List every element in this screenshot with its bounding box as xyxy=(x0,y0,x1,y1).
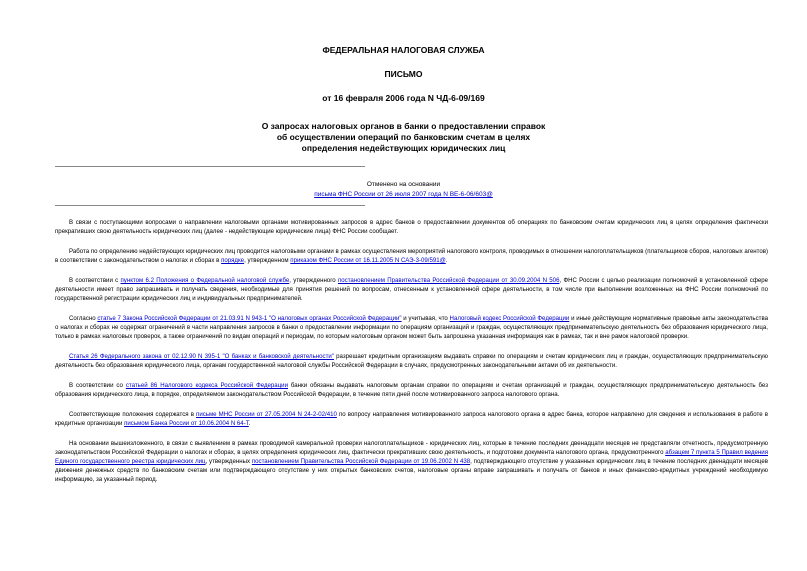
subject-line-2: об осуществлении операций по банковским счетам в целях xyxy=(276,132,531,142)
paragraph-6: В соответствии со статьей 86 Налогового кодекса Российской Федерации банки обязаны выдавать налоговым органам справки по операциям и счетам организаций и граждан, осуществляющих предпринимательскую деятельность без образования юридического лица, в порядке, определяемом законодательством Российской Федерации, в течение пяти дней после мотивированного запроса налогового органа. xyxy=(55,382,768,398)
paragraph-3: В соответствии с пунктом 6.2 Положения о Федеральной налоговой службе, утвержденного постановлением Правительства Российской Федерации от 30.09.2004 N 506, ФНС России с целью реализации полномочий в установленной сфере деятельности имеет право запрашивать и получать сведения, необходимые для принятия решений по вопросам, отнесенным к установленной сфере деятельности, в том числе при выполнении возложенных на ФНС России полномочий по государственной регистрации юридических лиц и индивидуальных предпринимателей. xyxy=(55,277,769,302)
letter-body xyxy=(55,218,768,495)
repeal-note: Отменено на основании xyxy=(366,181,441,188)
link-poryadok[interactable]: порядке xyxy=(221,257,245,264)
subject-line-1: О запросах налоговых органов в банки о предоставлении справок xyxy=(261,121,546,131)
repeal-note-line xyxy=(0,190,807,199)
link-pravila-egrul[interactable]: абзацем 7 пункта 5 Правил ведения Единого государственного реестра юридических лиц xyxy=(55,449,769,465)
link-statya-86[interactable]: статьей 86 Налогового кодекса Российской Федерации xyxy=(125,382,288,389)
paragraph-1: В связи с поступающими вопросами о направлении налоговыми органами мотивированных запросов в адрес банков о предоставлении документов об операциях по банковским счетам юридических лиц в целях определения фактически прекративших свою деятельность юридических лиц (далее - недействующие юридические лица) ФНС России сообщает. xyxy=(55,219,768,235)
paragraph-8: На основании вышеизложенного, в связи с выявлением в рамках проводимой камеральной проверки налогоплательщиков - юридических лиц, которые в течение последних двенадцати месяцев не представляли отчетность, предусмотренную законодательством Российской Федерации о налогах и сборах, в целях определения юридических лиц, фактически прекративших свою деятельность, и подготовки документа налогового органа, предусмотренного абзацем 7 пункта 5 Правил ведения Единого государственного реестра юридических лиц, утвержденных постановлением Правительства Российской Федерации от 19.06.2002 N 438, подтверждающего отсутствие у указанных юридических лиц в течение последних двенадцати месяцев движения денежных средств по банковским счетам или подтверждающего отсутствие у них открытых банковских счетов, налоговые органы вправе запрашивать и получать от банков и иных финансово-кредитных учреждений необходимую информацию, за указанный период. xyxy=(55,440,769,483)
divider-bottom xyxy=(55,205,365,206)
paragraph-5: Статья 26 Федерального закона от 02.12.90 N 395-1 "О банках и банковской деятельности" разрешает кредитным организациям выдавать справки по операциям и счетам юридических лиц и граждан, осуществляющих предпринимательскую деятельность без образования юридического лица, органам государственной налоговой службы Российской Федерации в случаях, предусмотренных законодательными актами об их деятельности. xyxy=(55,353,768,369)
link-nalogovyi-kodeks[interactable]: Налоговый кодекс Российской Федерации xyxy=(449,315,570,322)
document-type: ПИСЬМО xyxy=(384,69,423,79)
divider-top xyxy=(55,166,365,167)
link-pismo-bank-rossii[interactable]: письмом Банка России от 10.06.2004 N 64-Т xyxy=(124,420,249,427)
paragraph-7: Соответствующие положения содержатся в письме МНС России от 27.05.2004 N 24-2-02/410 по вопросу направления мотивированного запроса налогового органа в адрес банка, которое направлено для сведения и использования в работе в кредитные организации письмом Банка России от 10.06.2004 N 64-Т. xyxy=(55,411,768,427)
agency-title: ФЕДЕРАЛЬНАЯ НАЛОГОВАЯ СЛУЖБА xyxy=(322,45,485,55)
link-statya-26[interactable]: Статья 26 Федерального закона от 02.12.90 N 395-1 "О банках и банковской деятельности" xyxy=(69,353,334,360)
link-prikaz-fns[interactable]: приказом ФНС России от 16.11.2005 N САЭ-3-09/591@ xyxy=(290,257,446,264)
paragraph-2: Работа по определению недействующих юридических лиц проводится налоговыми органами в рамках осуществления мероприятий налогового контроля, проводимых в отношении налогоплательщиков (плательщиков сборов, налоговых агентов) в соответствии с законодательством о налогах и сборах в порядке, утвержденном приказом ФНС России от 16.11.2005 N САЭ-3-09/591@. xyxy=(55,248,768,264)
link-zakon-943-1[interactable]: статье 7 Закона Российской Федерации от 21.03.91 N 943-1 "О налоговых органах Российской Федерации" xyxy=(97,315,402,322)
paragraph-4: Согласно статье 7 Закона Российской Федерации от 21.03.91 N 943-1 "О налоговых органах Российской Федерации" и учитывая, что Налоговый кодекс Российской Федерации и иные действующие нормативные правовые акты законодательства о налогах и сборах не содержат ограничений в части направления запросов в банки о предоставлении информации по операциям организаций и граждан, осуществляющих предпринимательскую деятельность без образования юридического лица, только в рамках налоговых проверок, а также ограничений по видам операций и периодам, по которым налоговым органом может быть запрошена указанная информация как в рамках, так и вне рамок налоговой проверки. xyxy=(55,315,769,340)
subject-line-3: определения недействующих юридических лиц xyxy=(301,143,506,153)
link-polozhenie-fns[interactable]: пунктом 6.2 Положения о Федеральной налоговой службе xyxy=(120,277,290,284)
link-pismo-mns[interactable]: письме МНС России от 27.05.2004 N 24-2-02/410 xyxy=(196,411,337,418)
link-postanovlenie-506[interactable]: постановлением Правительства Российской Федерации от 30.09.2004 N 506 xyxy=(337,277,560,284)
link-postanovlenie-438[interactable]: постановлением Правительства Российской Федерации от 19.06.2002 N 438 xyxy=(251,458,471,465)
repeal-link[interactable]: письма ФНС России от 26 июля 2007 года N ВЕ-6-06/603@ xyxy=(314,191,493,198)
document-date-number: от 16 февраля 2006 года N ЧД-6-09/169 xyxy=(322,93,485,103)
